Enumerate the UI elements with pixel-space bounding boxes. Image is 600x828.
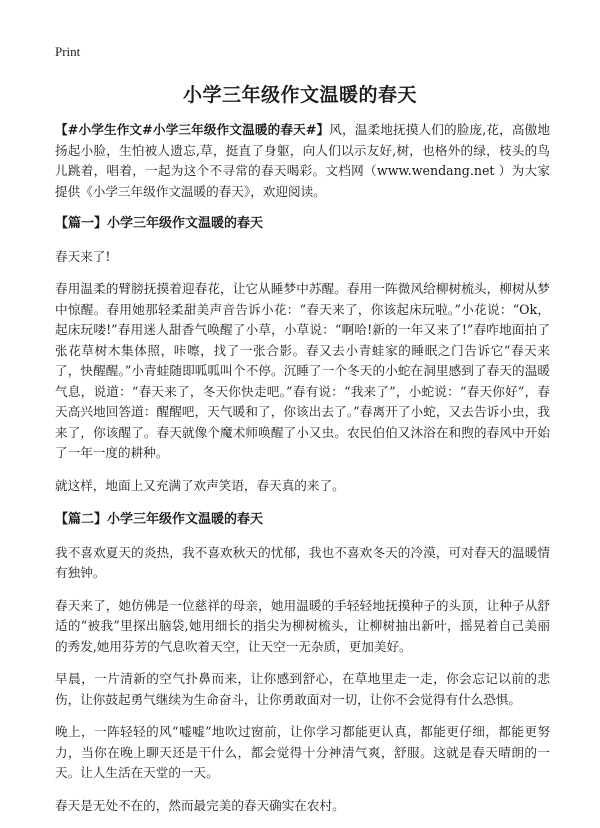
section-heading-2: 【篇二】小学三年级作文温暖的春天: [55, 512, 264, 527]
print-label: Print: [55, 44, 81, 59]
intro-text: 风，温柔地抚摸人们的脸庞,花，高傲地扬起小脸，生怕被人遗忘,草，挺直了身躯，向人们以示友好,树，也格外的绿，枝头的鸟儿跳着，唱着，一起为这个不寻常的春天喝彩。文档网（www.wendang.net ）为大家提供《小学三年级作文温暖的春天》，欢迎阅读。: [55, 122, 550, 199]
section2-paragraph: 早晨，一片清新的空气扑鼻而来，让你感到舒心，在草地里走一走，你会忘记以前的悲伤，让你鼓起勇气继续为生命奋斗，让你勇敢面对一切，让你不会觉得有什么恐惧。: [55, 671, 550, 707]
article-body: [55, 120, 550, 828]
section2-paragraph: 春天是无处不在的，然而最完美的春天确实在农村。: [55, 797, 345, 813]
intro-paragraph: [55, 120, 550, 202]
section2-paragraph: 晚上，一阵轻轻的风“嘘嘘”地吹过窗前，让你学习都能更认真，都能更仔细，都能更努力，当你在晚上聊天还是干什么，都会觉得十分神清气爽，舒服。这就是春天晴朗的一天。让人生活在天堂的一天。: [55, 724, 550, 780]
section1-paragraph: 春用温柔的臂膀抚摸着迎春花，让它从睡梦中苏醒。春用一阵微风给柳树梳头，柳树从梦中惊醒。春用她那轻柔甜美声音告诉小花：“春天来了，你该起床玩啦。”小花说：“Ok，起床玩喽!”春用迷人甜香气唤醒了小草，小草说：“啊哈!新的一年又来了!”春咋地面拍了张花草树木集体照，咔嚓，找了一张合影。春又去小青蛙家的睡眠之门告诉它“春天来了，快醒醒。”小青蛙随即呱呱叫个不停。沉睡了一个冬天的小蛇在洞里感到了春天的温暖气息，说道：“春天来了，冬天你快走吧。”春有说：“我来了”，小蛇说：“春天你好”，春天高兴地回答道：醒醒吧，天气暖和了，你该出去了。”春离开了小蛇，又去告诉小虫，我来了，你该醒了。春天就像个魔术师唤醒了小又虫。农民伯伯又沐浴在和煦的春风中开始了一年一度的耕种。: [55, 281, 550, 460]
section-heading-1: 【篇一】小学三年级作文温暖的春天: [55, 216, 264, 231]
section2-paragraph: 春天来了，她仿佛是一位慈祥的母亲，她用温暖的手轻轻地抚摸种子的头顶，让种子从舒适的“被我”里探出脑袋,她用细长的指尖为柳树梳头，让柳树抽出新叶，摇晃着自己美丽的秀发,她用芬芳的气息吹着天空，让天空一无杂质，更加美好。: [55, 597, 550, 654]
section1-paragraph: 春天来了!: [55, 248, 111, 264]
page-title: 小学三年级作文温暖的春天: [182, 84, 417, 106]
intro-tags: 【#小学生作文#小学三年级作文温暖的春天#】: [55, 122, 330, 137]
section1-paragraph: 就这样，地面上又充满了欢声笑语，春天真的来了。: [55, 477, 345, 493]
section2-paragraph: 我不喜欢夏天的炎热，我不喜欢秋天的忧郁，我也不喜欢冬天的冷漠，可对春天的温暖情有独钟。: [55, 544, 550, 580]
